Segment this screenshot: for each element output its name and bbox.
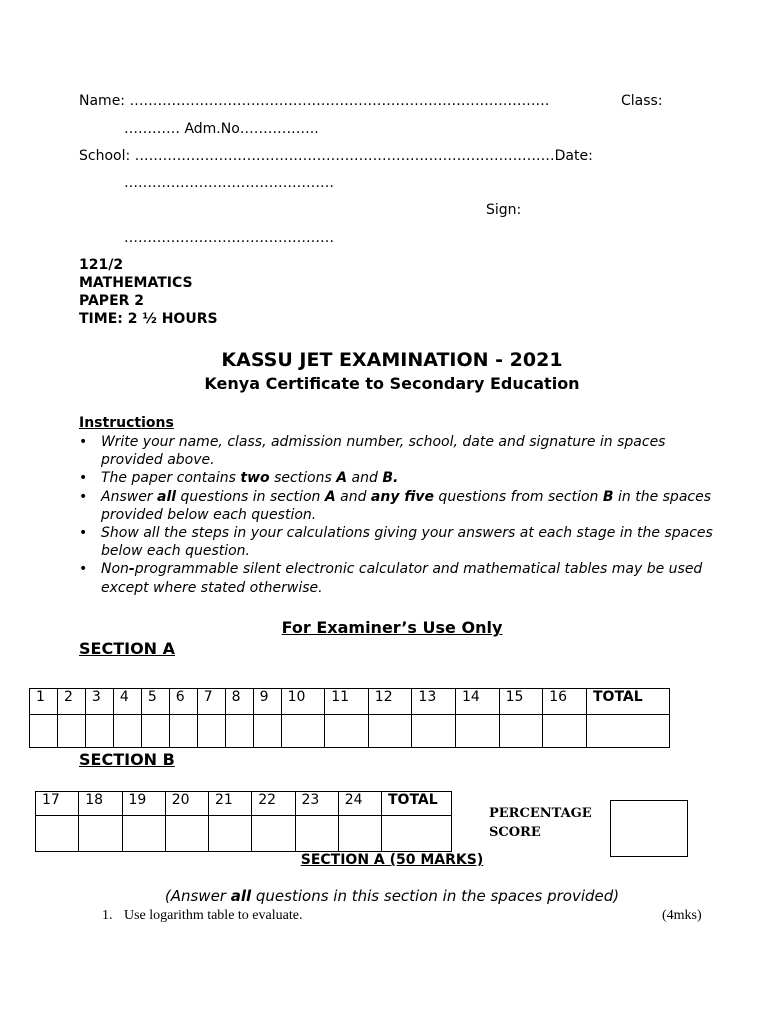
school-date-field-line: School: ………………………………………………………………………………Date: — [79, 148, 593, 164]
class-adm-field-line: ………… Adm.No…………….. — [124, 121, 319, 137]
score-header-cell: 15 — [499, 689, 543, 715]
score-input-cell[interactable] — [57, 715, 85, 748]
score-header-cell: 5 — [141, 689, 169, 715]
section-a-note — [0, 887, 768, 905]
score-header-cell: 24 — [338, 792, 381, 816]
score-input-cell[interactable] — [165, 816, 208, 852]
score-input-cell[interactable] — [209, 816, 252, 852]
paper-number: PAPER 2 — [79, 293, 145, 309]
instruction-text: The paper contains — [101, 470, 241, 487]
score-input-cell[interactable] — [499, 715, 543, 748]
instruction-emphasis: any five — [370, 488, 434, 505]
score-header-cell: 1 — [30, 689, 58, 715]
instruction-item — [79, 524, 719, 560]
instruction-emphasis: - — [128, 561, 135, 578]
sign-field-line: ……………………………………… — [124, 230, 334, 246]
score-header-cell: 13 — [412, 689, 456, 715]
note-text: (Answer — [164, 887, 231, 905]
score-input-cell[interactable] — [141, 715, 169, 748]
score-header-cell: 23 — [295, 792, 338, 816]
score-header-cell: 4 — [113, 689, 141, 715]
score-input-cell[interactable] — [253, 715, 281, 748]
score-input-cell[interactable] — [30, 715, 58, 748]
score-header-cell: 7 — [197, 689, 225, 715]
instruction-emphasis: A — [336, 470, 348, 487]
instruction-text: Non — [101, 561, 129, 578]
note-emphasis: all — [230, 887, 252, 905]
examiner-use-heading: For Examiner’s Use Only — [281, 618, 503, 637]
score-header-cell: 12 — [368, 689, 412, 715]
score-input-cell[interactable] — [79, 816, 122, 852]
instruction-text: and — [347, 470, 383, 487]
instruction-text: Show all the steps in your calculations giving your answers at each stage in the spaces below each question. — [101, 525, 713, 560]
score-input-cell[interactable] — [456, 715, 500, 748]
score-header-cell: 16 — [543, 689, 587, 715]
score-header-cell: 3 — [85, 689, 113, 715]
score-input-cell[interactable] — [85, 715, 113, 748]
section-a-score-table — [29, 688, 670, 748]
score-input-cell[interactable] — [252, 816, 295, 852]
percentage-score-label — [489, 804, 592, 842]
score-input-cell[interactable] — [113, 715, 141, 748]
class-label: Class: — [621, 93, 663, 109]
score-header-cell: TOTAL — [382, 792, 452, 816]
instruction-item — [79, 433, 719, 469]
score-input-cell[interactable] — [412, 715, 456, 748]
paper-subject: MATHEMATICS — [79, 275, 193, 291]
instructions-list — [79, 433, 719, 597]
exam-title: KASSU JET EXAMINATION - 2021 — [221, 349, 563, 371]
instruction-item — [79, 560, 719, 596]
score-input-cell[interactable] — [225, 715, 253, 748]
score-input-cell[interactable] — [36, 816, 79, 852]
instruction-text: Write your name, class, admission number, school, date and signature in spaces provided above. — [101, 434, 666, 469]
instruction-emphasis: all — [157, 488, 177, 505]
score-header-cell: 6 — [169, 689, 197, 715]
percentage-score-box[interactable] — [610, 800, 688, 857]
score-input-cell[interactable] — [197, 715, 225, 748]
score-header-cell: 21 — [209, 792, 252, 816]
instruction-text: programmable silent electronic calculator and mathematical tables may be used except where stated otherwise. — [101, 561, 703, 596]
score-header-cell: 20 — [165, 792, 208, 816]
score-header-cell: 8 — [225, 689, 253, 715]
paper-code: 121/2 — [79, 257, 124, 273]
score-input-cell[interactable] — [368, 715, 412, 748]
instruction-text: in the spaces provided below each question. — [101, 488, 711, 523]
section-a-label: SECTION A — [79, 639, 176, 658]
sign-label: Sign: — [486, 202, 522, 218]
score-input-cell[interactable] — [122, 816, 165, 852]
score-input-cell[interactable] — [281, 715, 325, 748]
score-header-cell: 17 — [36, 792, 79, 816]
section-b-label: SECTION B — [79, 750, 175, 769]
paper-time: TIME: 2 ½ HOURS — [79, 311, 218, 327]
instruction-emphasis: B. — [382, 470, 399, 487]
score-header-cell: TOTAL — [587, 689, 670, 715]
question-1-text: Use logarithm table to evaluate. — [124, 908, 303, 923]
score-header-cell: 2 — [57, 689, 85, 715]
instruction-text: sections — [269, 470, 337, 487]
score-input-cell[interactable] — [295, 816, 338, 852]
score-header-cell: 10 — [281, 689, 325, 715]
instruction-text: Answer — [101, 488, 158, 505]
score-input-cell[interactable] — [169, 715, 197, 748]
score-header-cell: 18 — [79, 792, 122, 816]
section-a-heading: SECTION A (50 MARKS) — [300, 852, 484, 868]
score-header-cell: 11 — [325, 689, 369, 715]
section-b-score-table — [35, 791, 452, 852]
instruction-emphasis: B — [602, 488, 614, 505]
score-header-cell: 19 — [122, 792, 165, 816]
instruction-emphasis: A — [324, 488, 336, 505]
instruction-text: and — [335, 488, 371, 505]
score-header-cell: 9 — [253, 689, 281, 715]
score-input-cell[interactable] — [382, 816, 452, 852]
instruction-text: questions in section — [176, 488, 325, 505]
note-text: questions in this section in the spaces provided) — [251, 887, 620, 905]
score-input-cell[interactable] — [543, 715, 587, 748]
question-1-marks: (4mks) — [662, 908, 702, 923]
instruction-emphasis: two — [240, 470, 270, 487]
exam-subtitle: Kenya Certificate to Secondary Education — [204, 374, 580, 393]
instructions-heading: Instructions — [79, 415, 174, 431]
score-input-cell[interactable] — [325, 715, 369, 748]
instruction-item — [79, 469, 719, 487]
instruction-text: questions from section — [433, 488, 603, 505]
score-label-line: SCORE — [489, 825, 541, 840]
percentage-label-line: PERCENTAGE — [489, 806, 592, 821]
question-1-number: 1. — [102, 908, 113, 923]
score-header-cell: 22 — [252, 792, 295, 816]
date-field-line: ……………………………………… — [124, 175, 334, 191]
instruction-item — [79, 488, 719, 524]
score-input-cell[interactable] — [587, 715, 670, 748]
name-field-line: Name: ……………………………………………………………………………… — [79, 93, 550, 109]
score-header-cell: 14 — [456, 689, 500, 715]
score-input-cell[interactable] — [338, 816, 381, 852]
